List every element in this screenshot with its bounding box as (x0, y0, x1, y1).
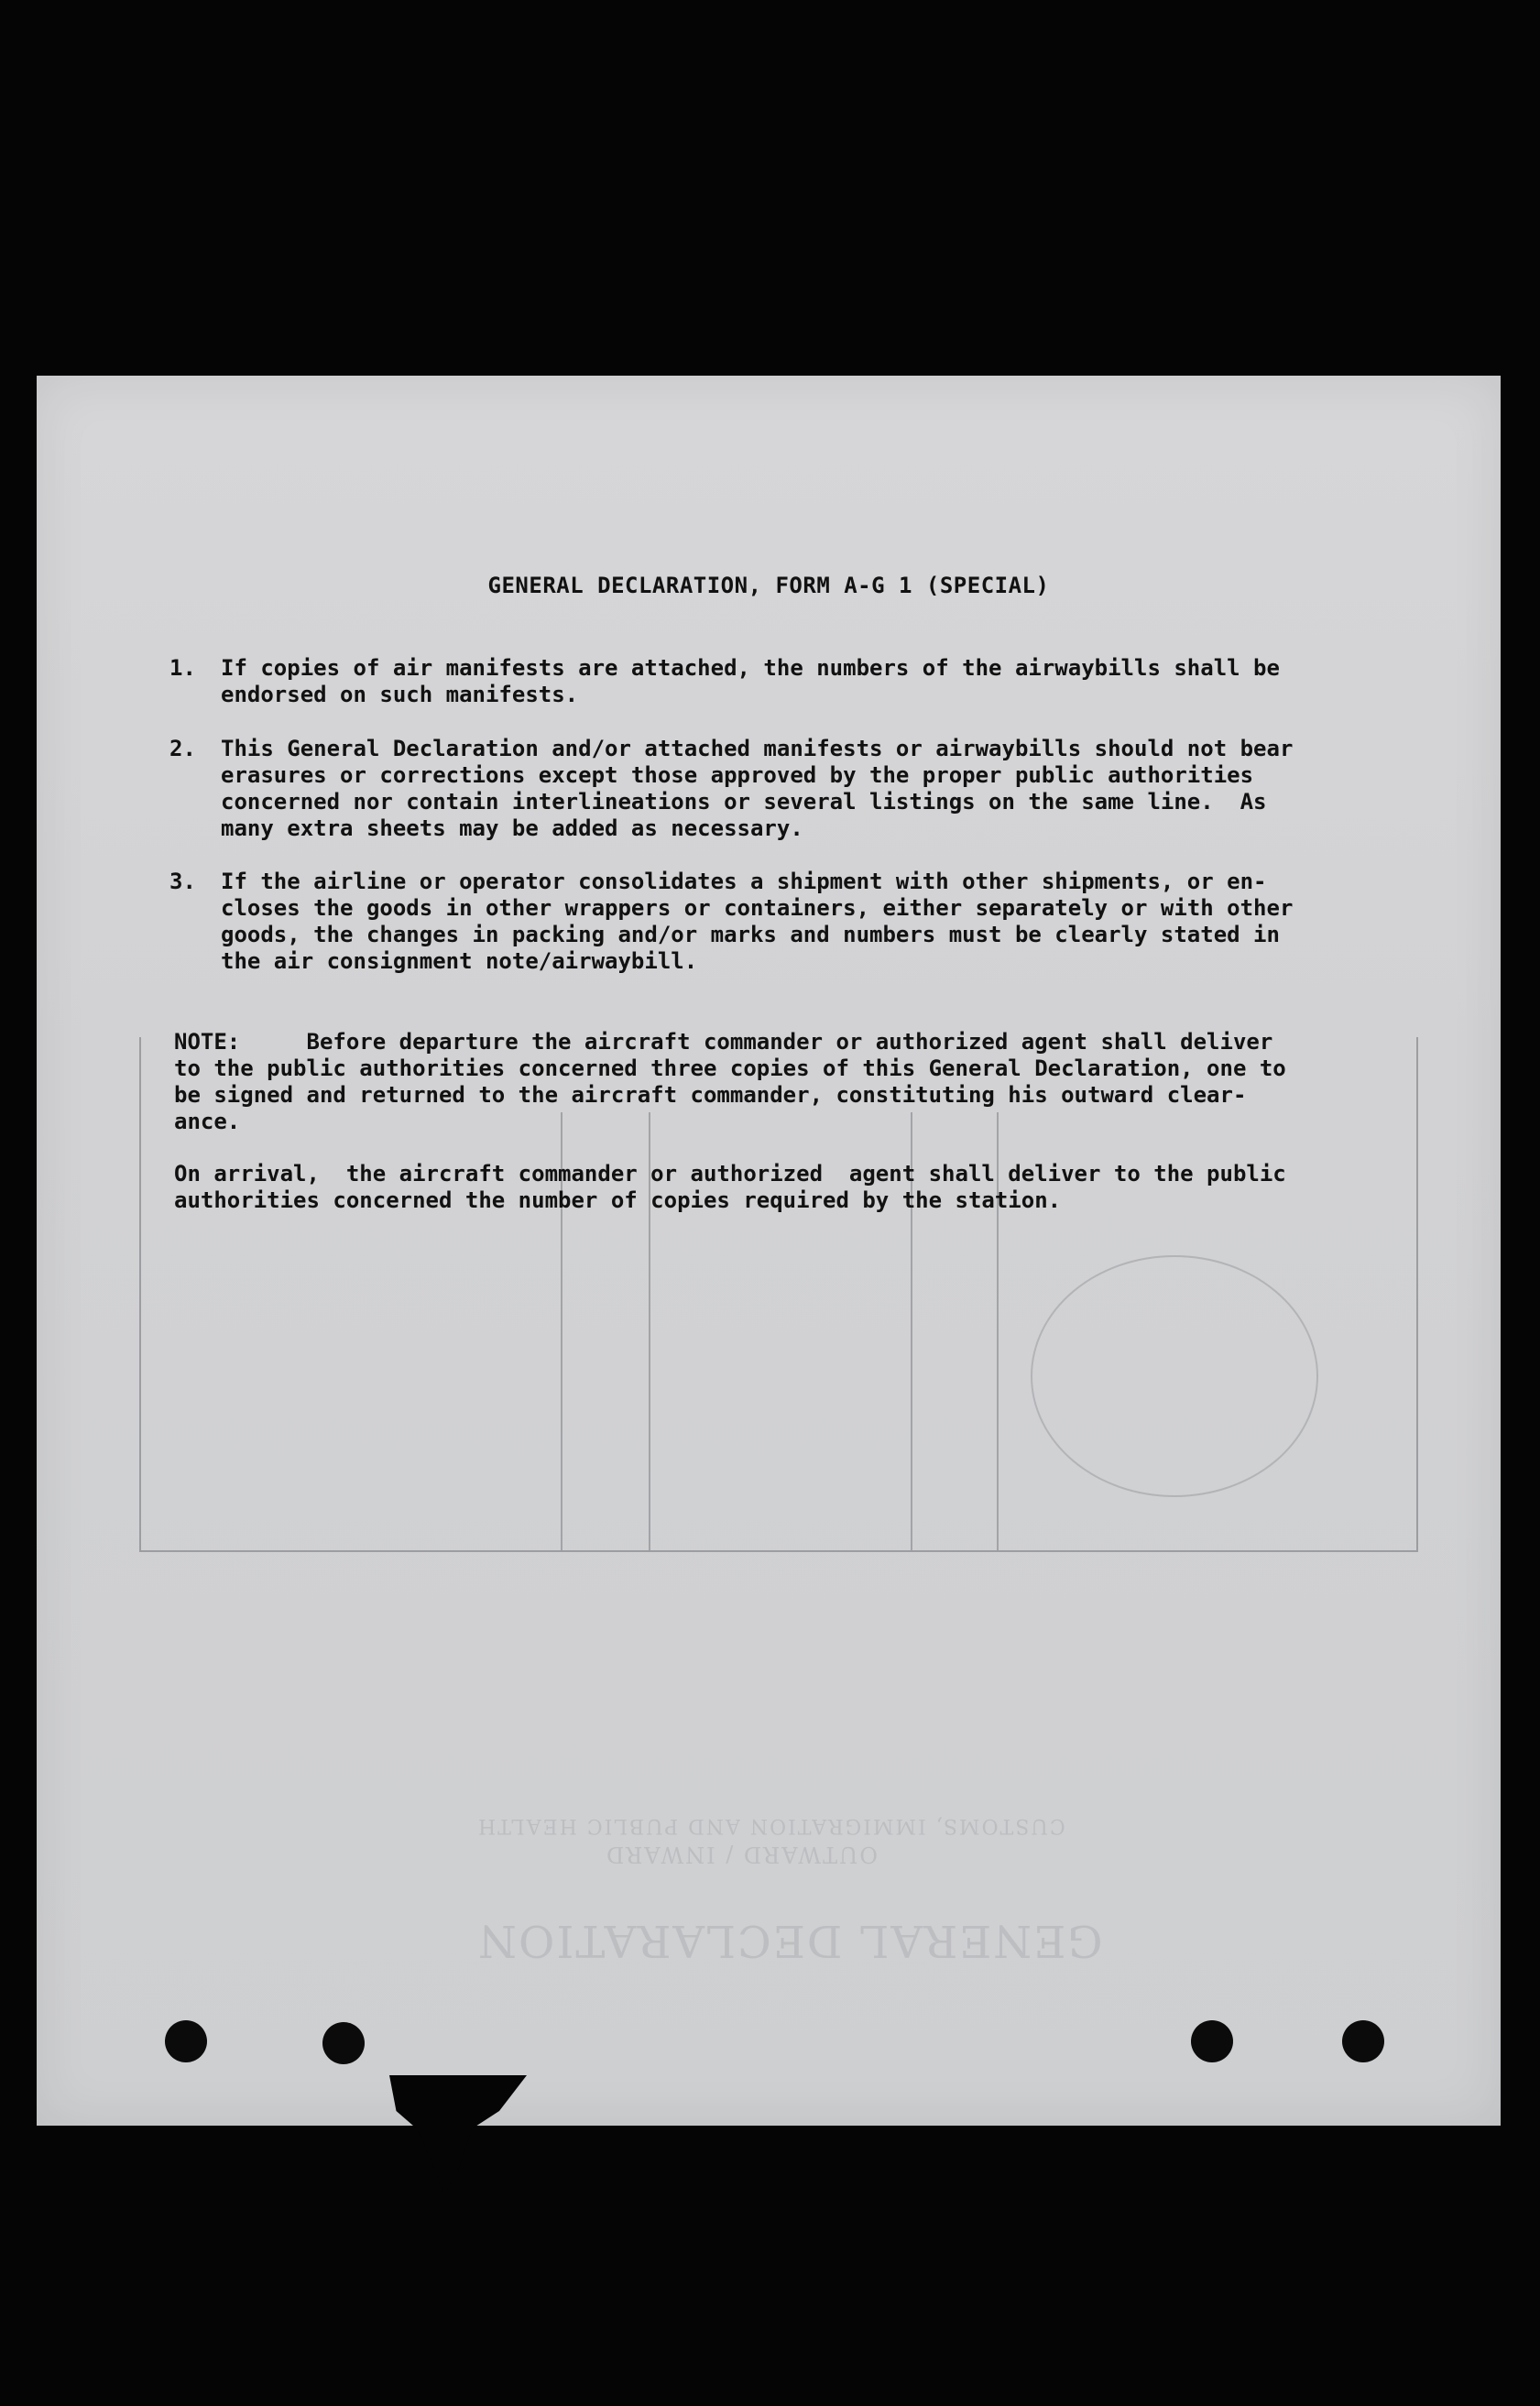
show-through-stamp (1031, 1255, 1318, 1497)
item-number: 3. (169, 869, 196, 894)
paper-sheet (37, 376, 1501, 2126)
item-number: 2. (169, 736, 196, 761)
item-text: This General Declaration and/or attached manifests or airwaybills should not bear erasures or corrections except those approved by the proper public authorities concerned nor contain interlineations or several listings on the same line. As many extra sheets may be added as necessary. (221, 736, 1294, 841)
punch-hole (1342, 2020, 1384, 2062)
show-through-customs: CUSTOMS, IMMIGRATION AND PUBLIC HEALTH (476, 1814, 1065, 1837)
arrival-paragraph: On arrival, the aircraft commander or authorized agent shall deliver to the public authorities concerned the number of copies required by the station. (174, 1161, 1286, 1213)
note-paragraph: NOTE: Before departure the aircraft commander or authorized agent shall deliver to the public authorities concerned three copies of this General Declaration, one to be signed and returned to the aircraft commander, constituting his outward clear- ance. (174, 1029, 1286, 1134)
document-title: GENERAL DECLARATION, FORM A-G 1 (SPECIAL) (487, 573, 1050, 598)
show-through-title: GENERAL DECLARATION (476, 1915, 1103, 1966)
item-number: 1. (169, 655, 196, 681)
punch-hole (1191, 2020, 1233, 2062)
punch-hole (322, 2022, 365, 2064)
torn-corner (389, 2075, 527, 2194)
punch-hole (165, 2020, 207, 2062)
note-block (174, 1029, 1434, 1214)
item-text: If copies of air manifests are attached, the numbers of the airwaybills shall be endorsed on such manifests. (221, 655, 1280, 707)
item-text: If the airline or operator consolidates a shipment with other shipments, or en- closes the goods in other wrappers or containers, either separately or with other goods, the changes in packing and/or marks and numbers must be clearly stated in the air consignment note/airwaybill. (221, 869, 1294, 974)
show-through-subtitle: OUTWARD / INWARD (605, 1842, 878, 1867)
